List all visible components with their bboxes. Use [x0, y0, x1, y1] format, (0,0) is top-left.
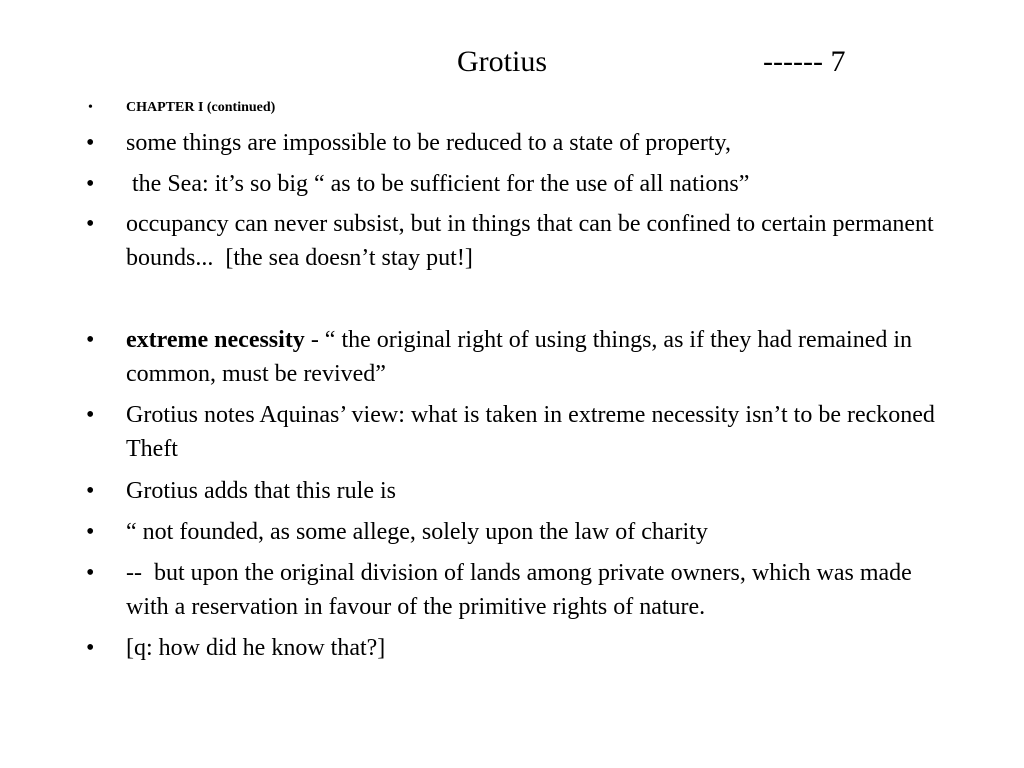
bullet-rest-text: - “ the original right of using things, as if they had remained in common, must be revived”	[126, 327, 913, 387]
slide-title	[0, 40, 1024, 84]
bullet-text: -- but upon the original division of lands among private owners, which was made with a reservation in favour of the primitive rights of nature.	[126, 560, 918, 620]
bullet-text	[126, 323, 946, 391]
bullet-bold-term: extreme necessity	[126, 327, 305, 353]
bullet-icon: •	[86, 130, 95, 156]
bullet-text: CHAPTER I (continued)	[126, 100, 276, 115]
bullet-icon: •	[86, 478, 95, 504]
bullet-text: the Sea: it’s so big “ as to be sufficient for the use of all nations”	[126, 171, 750, 197]
bullet-icon: •	[86, 402, 95, 428]
bullet-icon: •	[88, 100, 93, 115]
bullet-icon: •	[86, 171, 95, 197]
bullet-icon: •	[86, 635, 95, 661]
bullet-icon: •	[86, 327, 95, 353]
bullet-text: “ not founded, as some allege, solely upon the law of charity	[126, 519, 708, 545]
title-text: Grotius	[457, 45, 547, 78]
slide-number: ------ 7	[763, 45, 846, 78]
bullet-text: Grotius adds that this rule is	[126, 478, 396, 504]
bullet-text: Grotius notes Aquinas’ view: what is taken in extreme necessity isn’t to be reckoned Theft	[126, 402, 935, 462]
bullet-text: some things are impossible to be reduced to a state of property,	[126, 130, 731, 156]
bullet-icon: •	[86, 519, 95, 545]
bullet-text: [q: how did he know that?]	[126, 635, 386, 661]
bullet-icon: •	[86, 560, 95, 586]
bullet-text: occupancy can never subsist, but in things that can be confined to certain permanent bounds... [the sea doesn’t stay put!]	[126, 211, 940, 271]
bullet-icon: •	[86, 211, 95, 237]
